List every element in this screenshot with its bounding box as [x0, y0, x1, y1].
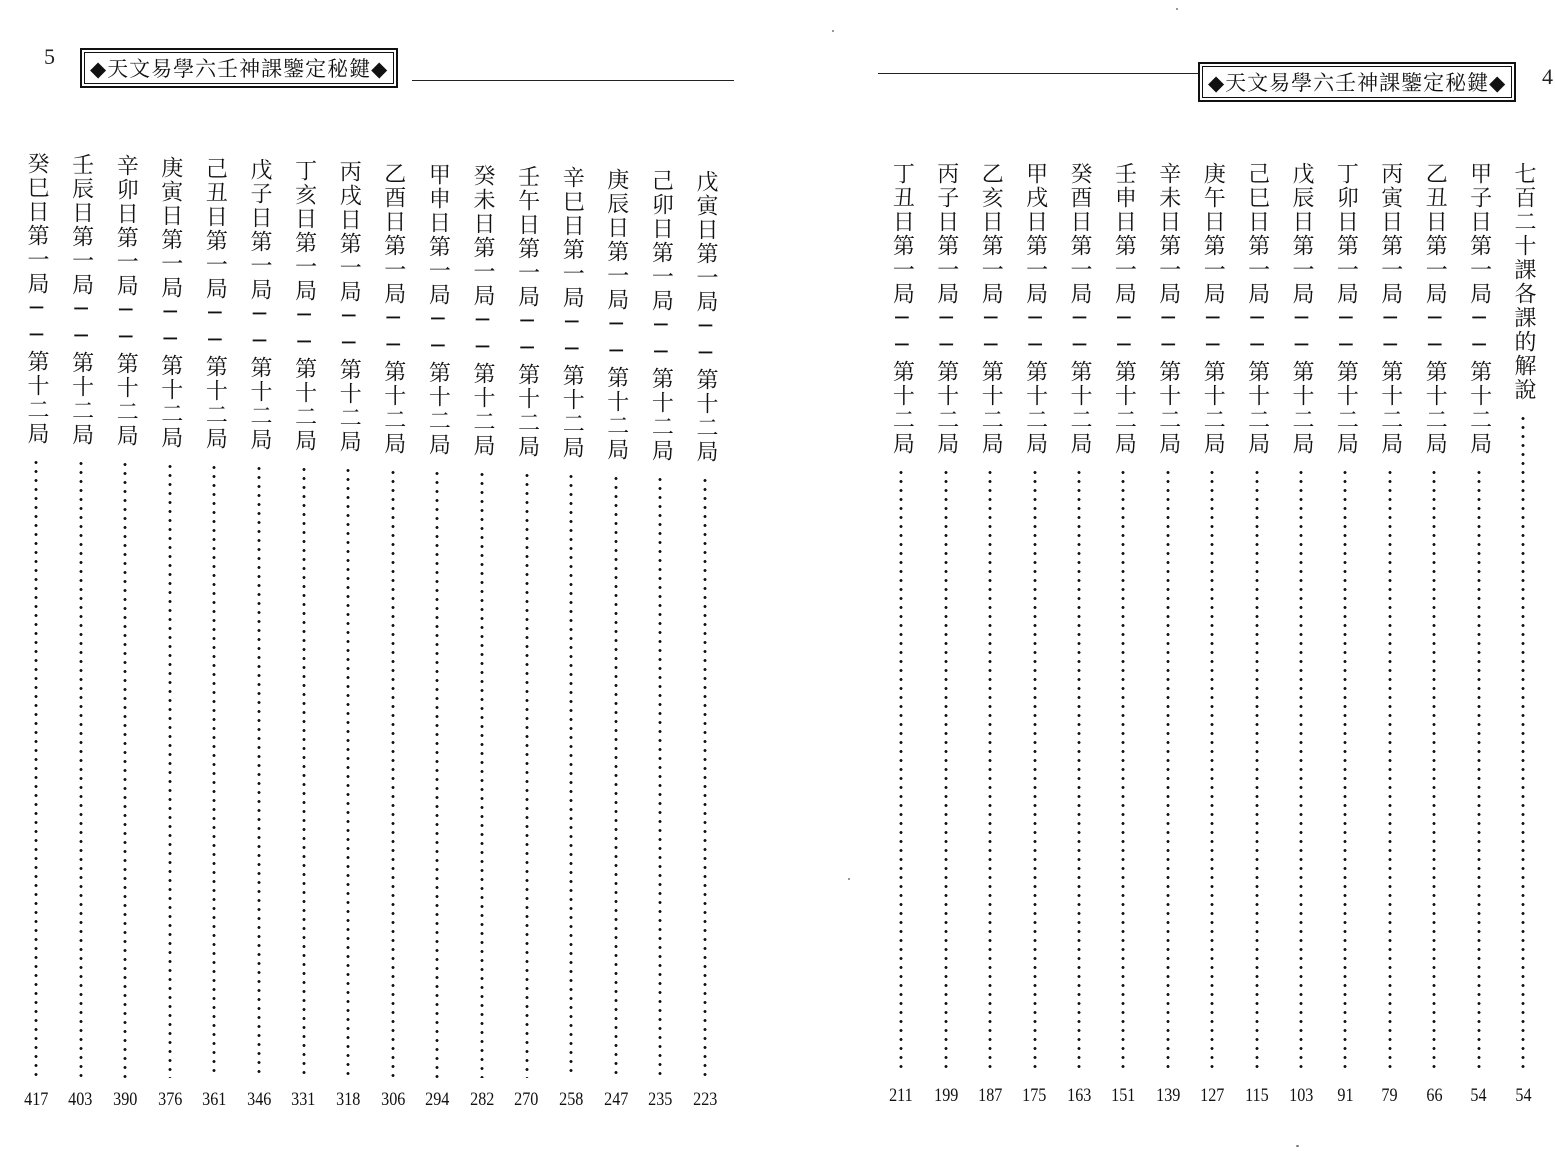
toc-entry-title: 癸未日第一局──第十二局	[470, 164, 495, 458]
dot-leader	[1121, 468, 1125, 1074]
dot-leader	[988, 468, 992, 1074]
toc-entry	[601, 168, 631, 1112]
toc-entry	[333, 160, 363, 1112]
toc-entry-title: 丁卯日第一局──第十二局	[1333, 162, 1359, 456]
dot-leader	[346, 466, 350, 1078]
toc-entry-title: 辛卯日第一局──第十二局	[113, 154, 139, 449]
dot-leader	[79, 459, 83, 1078]
toc-entry-page: 247	[603, 1088, 628, 1110]
toc-entry	[1020, 162, 1050, 1108]
left-page	[0, 0, 760, 1151]
toc-entry	[1464, 162, 1494, 1108]
dot-leader	[1033, 468, 1037, 1074]
dot-leader	[944, 468, 948, 1074]
toc-entry-page: 403	[68, 1088, 93, 1110]
toc-entry-page: 318	[336, 1088, 361, 1110]
dot-leader	[302, 465, 306, 1078]
dot-leader	[212, 463, 216, 1078]
dot-leader	[1255, 468, 1259, 1074]
toc-entry	[1330, 162, 1360, 1108]
dot-leader	[1521, 414, 1525, 1074]
toc-entry-title: 庚午日第一局──第十二局	[1200, 162, 1226, 456]
toc-entry-title: 壬午日第一局──第十二局	[514, 165, 540, 460]
toc-entry	[975, 162, 1005, 1108]
toc-entry-page: 91	[1337, 1085, 1354, 1106]
toc-entry-title: 甲子日第一局──第十二局	[1466, 162, 1492, 456]
scan-speck	[848, 878, 850, 880]
toc-entry	[512, 165, 542, 1112]
toc-entry-title: 戊子日第一局──第十二局	[247, 158, 272, 452]
toc-entry	[931, 162, 961, 1108]
toc-entry-title: 己丑日第一局──第十二局	[202, 156, 228, 451]
toc-entry-title: 己巳日第一局──第十二局	[1244, 162, 1270, 456]
header-rule	[412, 80, 734, 81]
dot-leader	[1388, 468, 1392, 1074]
toc-entry-page: 306	[380, 1088, 405, 1110]
toc-entry	[21, 152, 51, 1112]
dot-leader	[525, 471, 529, 1078]
dot-leader	[480, 470, 484, 1078]
toc-entry	[1108, 162, 1138, 1108]
toc-entry-page: 139	[1155, 1085, 1180, 1106]
toc-entry	[155, 156, 185, 1112]
toc-entry-page: 270	[514, 1088, 539, 1110]
toc-entry-page: 66	[1426, 1085, 1443, 1106]
toc-entry	[110, 154, 140, 1112]
dot-leader	[123, 460, 127, 1078]
dot-leader	[703, 476, 707, 1078]
toc-entry-title: 丙戌日第一局──第十二局	[336, 160, 362, 455]
toc-entry-title: 壬申日第一局──第十二局	[1111, 162, 1137, 456]
toc-entry-title: 己卯日第一局──第十二局	[648, 168, 674, 463]
toc-entry-title: 七百二十課各課的解說	[1511, 162, 1536, 402]
toc-entry-page: 103	[1288, 1085, 1314, 1106]
toc-entry-page: 282	[469, 1089, 495, 1110]
dot-leader	[899, 468, 903, 1074]
toc-entry-title: 辛未日第一局──第十二局	[1155, 162, 1181, 456]
toc-entry	[645, 169, 675, 1112]
toc-entry-title: 乙丑日第一局──第十二局	[1422, 162, 1448, 456]
scan-speck	[832, 30, 834, 32]
toc-entry-title: 戊辰日第一局──第十二局	[1289, 162, 1314, 456]
toc-entry	[1286, 162, 1316, 1108]
toc-entry-page: 199	[933, 1085, 958, 1106]
toc-entry-page: 376	[157, 1088, 182, 1110]
page-number: 5	[44, 44, 55, 69]
toc-entry-title: 乙酉日第一局──第十二局	[380, 161, 406, 456]
toc-entry-title: 甲申日第一局──第十二局	[425, 162, 451, 457]
toc-entry	[1064, 162, 1094, 1108]
dot-leader	[1299, 468, 1303, 1074]
toc-entry	[886, 162, 916, 1108]
toc-entry-page: 346	[246, 1089, 272, 1110]
right-page	[790, 0, 1555, 1151]
dot-leader	[1343, 468, 1347, 1074]
toc-entry	[1419, 162, 1449, 1108]
toc-entry	[289, 159, 319, 1112]
toc-entry	[1153, 162, 1183, 1108]
dot-leader	[34, 458, 38, 1078]
toc-entry-page: 127	[1200, 1085, 1225, 1106]
toc-entry	[556, 166, 586, 1112]
toc-entry-page: 115	[1244, 1085, 1269, 1106]
toc-entry-page: 294	[425, 1088, 450, 1110]
toc-entry-page: 417	[23, 1089, 49, 1110]
toc-entry	[1197, 162, 1227, 1108]
header-rule	[878, 73, 1198, 74]
toc-entry-page: 223	[692, 1089, 718, 1110]
dot-leader	[257, 464, 261, 1078]
dot-leader	[569, 472, 573, 1078]
dot-leader	[1166, 468, 1170, 1074]
toc-entry-title: 庚辰日第一局──第十二局	[603, 167, 629, 462]
toc-entry	[422, 163, 452, 1112]
toc-entry	[199, 157, 229, 1112]
toc-entry-title: 丁亥日第一局──第十二局	[291, 159, 317, 454]
toc-entry-page: 54	[1470, 1085, 1487, 1106]
toc-entry-title: 癸酉日第一局──第十二局	[1067, 162, 1092, 456]
running-header: ◆天文易學六壬神課鑒定秘鍵◆	[1198, 62, 1516, 102]
toc-entry-title: 癸巳日第一局──第十二局	[24, 152, 49, 446]
dot-leader	[1077, 468, 1081, 1074]
dot-leader	[1432, 468, 1436, 1074]
toc-entry	[378, 162, 408, 1112]
dot-leader	[1210, 468, 1214, 1074]
toc-entry-page: 163	[1066, 1085, 1092, 1106]
dot-leader	[168, 462, 172, 1078]
toc-entry	[1375, 162, 1405, 1108]
dot-leader	[1477, 468, 1481, 1074]
toc-entry-title: 戊寅日第一局──第十二局	[693, 170, 718, 464]
toc-entry-page: 54	[1514, 1085, 1532, 1106]
toc-entry-title: 辛巳日第一局──第十二局	[559, 166, 585, 461]
toc-entry	[467, 164, 497, 1112]
toc-entry	[690, 170, 720, 1112]
toc-entry-page: 361	[202, 1088, 227, 1110]
running-header: ◆天文易學六壬神課鑒定秘鍵◆	[80, 48, 398, 88]
toc-entry-title: 丁丑日第一局──第十二局	[889, 162, 915, 456]
toc-entry-page: 187	[978, 1085, 1003, 1106]
toc-entry-page: 175	[1022, 1085, 1047, 1106]
toc-entry	[66, 153, 96, 1112]
dot-leader	[658, 475, 662, 1078]
toc-entry-title: 庚寅日第一局──第十二局	[157, 155, 183, 450]
toc-entry-page: 390	[113, 1088, 138, 1110]
scan-speck	[1296, 1145, 1299, 1147]
toc-entry	[1242, 162, 1272, 1108]
page-number: 4	[1542, 64, 1553, 89]
dot-leader	[614, 474, 618, 1078]
toc-entry-title: 乙亥日第一局──第十二局	[978, 162, 1004, 456]
toc-entry	[244, 158, 274, 1112]
toc-entry-title: 丙子日第一局──第十二局	[933, 162, 959, 456]
toc-entry-title: 壬辰日第一局──第十二局	[68, 153, 94, 448]
toc-entry	[1508, 162, 1538, 1108]
dot-leader	[435, 469, 439, 1078]
toc-entry-page: 79	[1381, 1085, 1398, 1106]
toc-entry-title: 甲戌日第一局──第十二局	[1022, 162, 1048, 456]
toc-entry-page: 151	[1111, 1085, 1136, 1106]
dot-leader	[391, 468, 395, 1078]
toc-entry-page: 235	[648, 1088, 673, 1110]
toc-entry-page: 258	[559, 1088, 584, 1110]
toc-entry-title: 丙寅日第一局──第十二局	[1377, 162, 1403, 456]
toc-entry-page: 331	[291, 1088, 316, 1110]
scan-speck	[1176, 8, 1178, 10]
toc-entry-page: 211	[889, 1085, 914, 1106]
